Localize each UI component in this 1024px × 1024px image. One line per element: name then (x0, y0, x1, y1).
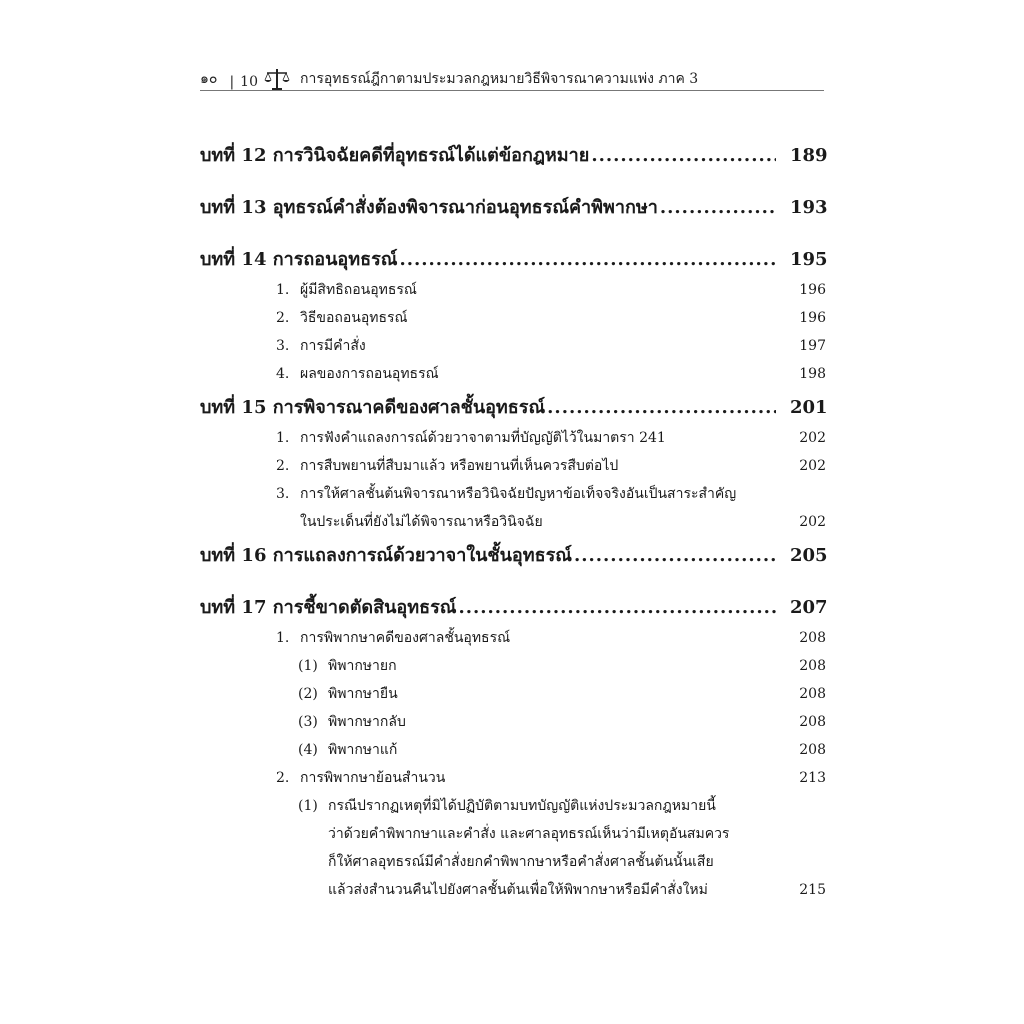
page-number: 202 (799, 514, 826, 530)
item-text: พิพากษายืน (328, 686, 398, 702)
page-number: 198 (799, 366, 826, 382)
running-header (200, 64, 824, 90)
toc-chapter-12[interactable] (200, 140, 826, 172)
page-number: 197 (799, 338, 826, 354)
item-text: การฟังคำแถลงการณ์ด้วยวาจาตามที่บัญญัติไว้ในมาตรา 241 (300, 430, 666, 446)
item-text: การพิพากษาย้อนสำนวน (300, 770, 446, 786)
header-separator: | (229, 74, 235, 90)
item-text: การสืบพยานที่สืบมาแล้ว หรือพยานที่เห็นควรสืบต่อไป (300, 458, 619, 474)
item-text: พิพากษากลับ (328, 714, 406, 730)
item-text: ว่าด้วยคำพิพากษาและคำสั่ง และศาลอุทธรณ์เห็นว่ามีเหตุอันสมควร (328, 826, 730, 842)
toc-item[interactable] (200, 764, 826, 792)
item-number: (3) (298, 714, 318, 730)
toc-subitem[interactable] (200, 736, 826, 764)
item-text: ผลของการถอนอุทธรณ์ (300, 366, 439, 382)
item-text: แล้วส่งสำนวนคืนไปยังศาลชั้นต้นเพื่อให้พิพากษาหรือมีคำสั่งใหม่ (328, 882, 708, 898)
dot-leader (458, 592, 776, 624)
item-number: 4. (276, 366, 290, 382)
item-text: ผู้มีสิทธิถอนอุทธรณ์ (300, 282, 417, 298)
item-number: (4) (298, 742, 318, 758)
book-title: การอุทธรณ์ฎีกาตามประมวลกฎหมายวิธีพิจารณาความแพ่ง ภาค 3 (299, 71, 699, 87)
chapter-title: บทที่ 15 การพิจารณาคดีของศาลชั้นอุทธรณ์ (200, 397, 546, 418)
item-text: การพิพากษาคดีของศาลชั้นอุทธรณ์ (300, 630, 511, 646)
scales-of-justice-icon (264, 68, 290, 90)
item-number: 2. (276, 770, 290, 786)
page-number: 202 (799, 458, 826, 474)
item-number: (1) (298, 798, 318, 814)
page-number: 208 (799, 630, 826, 646)
toc-item-continuation[interactable] (200, 820, 826, 848)
page-number: 195 (790, 249, 828, 270)
toc-chapter-13[interactable] (200, 192, 826, 224)
toc-item[interactable] (200, 360, 826, 388)
item-text: การมีคำสั่ง (300, 338, 366, 354)
item-number: 1. (276, 430, 290, 446)
item-number: 2. (276, 310, 290, 326)
page-number: 202 (799, 430, 826, 446)
dot-leader (399, 244, 776, 276)
dot-leader (547, 392, 776, 424)
page-number: 208 (799, 686, 826, 702)
dot-leader (660, 192, 776, 224)
chapter-title: บทที่ 13 อุทธรณ์คำสั่งต้องพิจารณาก่อนอุทธรณ์คำพิพากษา (200, 197, 658, 218)
item-number: 3. (276, 486, 290, 502)
page-number: 208 (799, 658, 826, 674)
chapter-title: บทที่ 17 การชี้ขาดตัดสินอุทธรณ์ (200, 597, 457, 618)
header-rule (200, 90, 824, 91)
toc-chapter-14[interactable] (200, 244, 826, 276)
item-number: (1) (298, 658, 318, 674)
item-number: 2. (276, 458, 290, 474)
item-text: กรณีปรากฏเหตุที่มิได้ปฏิบัติตามบทบัญญัติแห่งประมวลกฎหมายนี้ (328, 798, 716, 814)
toc-chapter-16[interactable] (200, 540, 826, 572)
page-number: 201 (790, 397, 828, 418)
toc-item-continuation[interactable] (200, 848, 826, 876)
toc-item-continuation[interactable] (200, 508, 826, 536)
table-of-contents (200, 140, 826, 904)
toc-subitem[interactable] (200, 680, 826, 708)
toc-item[interactable] (200, 624, 826, 652)
toc-chapter-17[interactable] (200, 592, 826, 624)
page-number: 207 (790, 597, 828, 618)
item-number: 3. (276, 338, 290, 354)
page-number: 189 (790, 145, 828, 166)
page-number: 205 (790, 545, 828, 566)
page-number: 193 (790, 197, 828, 218)
page-number: 208 (799, 742, 826, 758)
page-number: 215 (799, 882, 826, 898)
item-number: 1. (276, 282, 290, 298)
item-number: (2) (298, 686, 318, 702)
item-text: วิธีขอถอนอุทธรณ์ (300, 310, 408, 326)
page-number-thai: ๑๐ (200, 71, 218, 87)
item-text: พิพากษายก (328, 658, 397, 674)
page-number: 196 (799, 310, 826, 326)
dot-leader (591, 140, 776, 172)
page-number: 208 (799, 714, 826, 730)
item-text: ในประเด็นที่ยังไม่ได้พิจารณาหรือวินิจฉัย (300, 514, 543, 530)
item-text: พิพากษาแก้ (328, 742, 398, 758)
page-number: 10 (240, 74, 258, 90)
toc-item[interactable] (200, 304, 826, 332)
toc-subitem[interactable] (200, 652, 826, 680)
toc-item[interactable] (200, 332, 826, 360)
toc-item[interactable] (200, 276, 826, 304)
chapter-title: บทที่ 12 การวินิจฉัยคดีที่อุทธรณ์ได้แต่ข้อกฎหมาย (200, 145, 590, 166)
item-text: ก็ให้ศาลอุทธรณ์มีคำสั่งยกคำพิพากษาหรือคำสั่งศาลชั้นต้นนั้นเสีย (328, 854, 714, 870)
page-number: 213 (799, 770, 826, 786)
toc-item[interactable] (200, 480, 826, 508)
toc-subitem[interactable] (200, 792, 826, 820)
toc-subitem[interactable] (200, 708, 826, 736)
chapter-title: บทที่ 14 การถอนอุทธรณ์ (200, 249, 398, 270)
toc-chapter-15[interactable] (200, 392, 826, 424)
item-text: การให้ศาลชั้นต้นพิจารณาหรือวินิจฉัยปัญหาข้อเท็จจริงอันเป็นสาระสำคัญ (300, 486, 737, 502)
page-number: 196 (799, 282, 826, 298)
toc-item[interactable] (200, 452, 826, 480)
toc-item[interactable] (200, 424, 826, 452)
chapter-title: บทที่ 16 การแถลงการณ์ด้วยวาจาในชั้นอุทธรณ์ (200, 545, 572, 566)
toc-item-continuation[interactable] (200, 876, 826, 904)
dot-leader (574, 540, 776, 572)
item-number: 1. (276, 630, 290, 646)
